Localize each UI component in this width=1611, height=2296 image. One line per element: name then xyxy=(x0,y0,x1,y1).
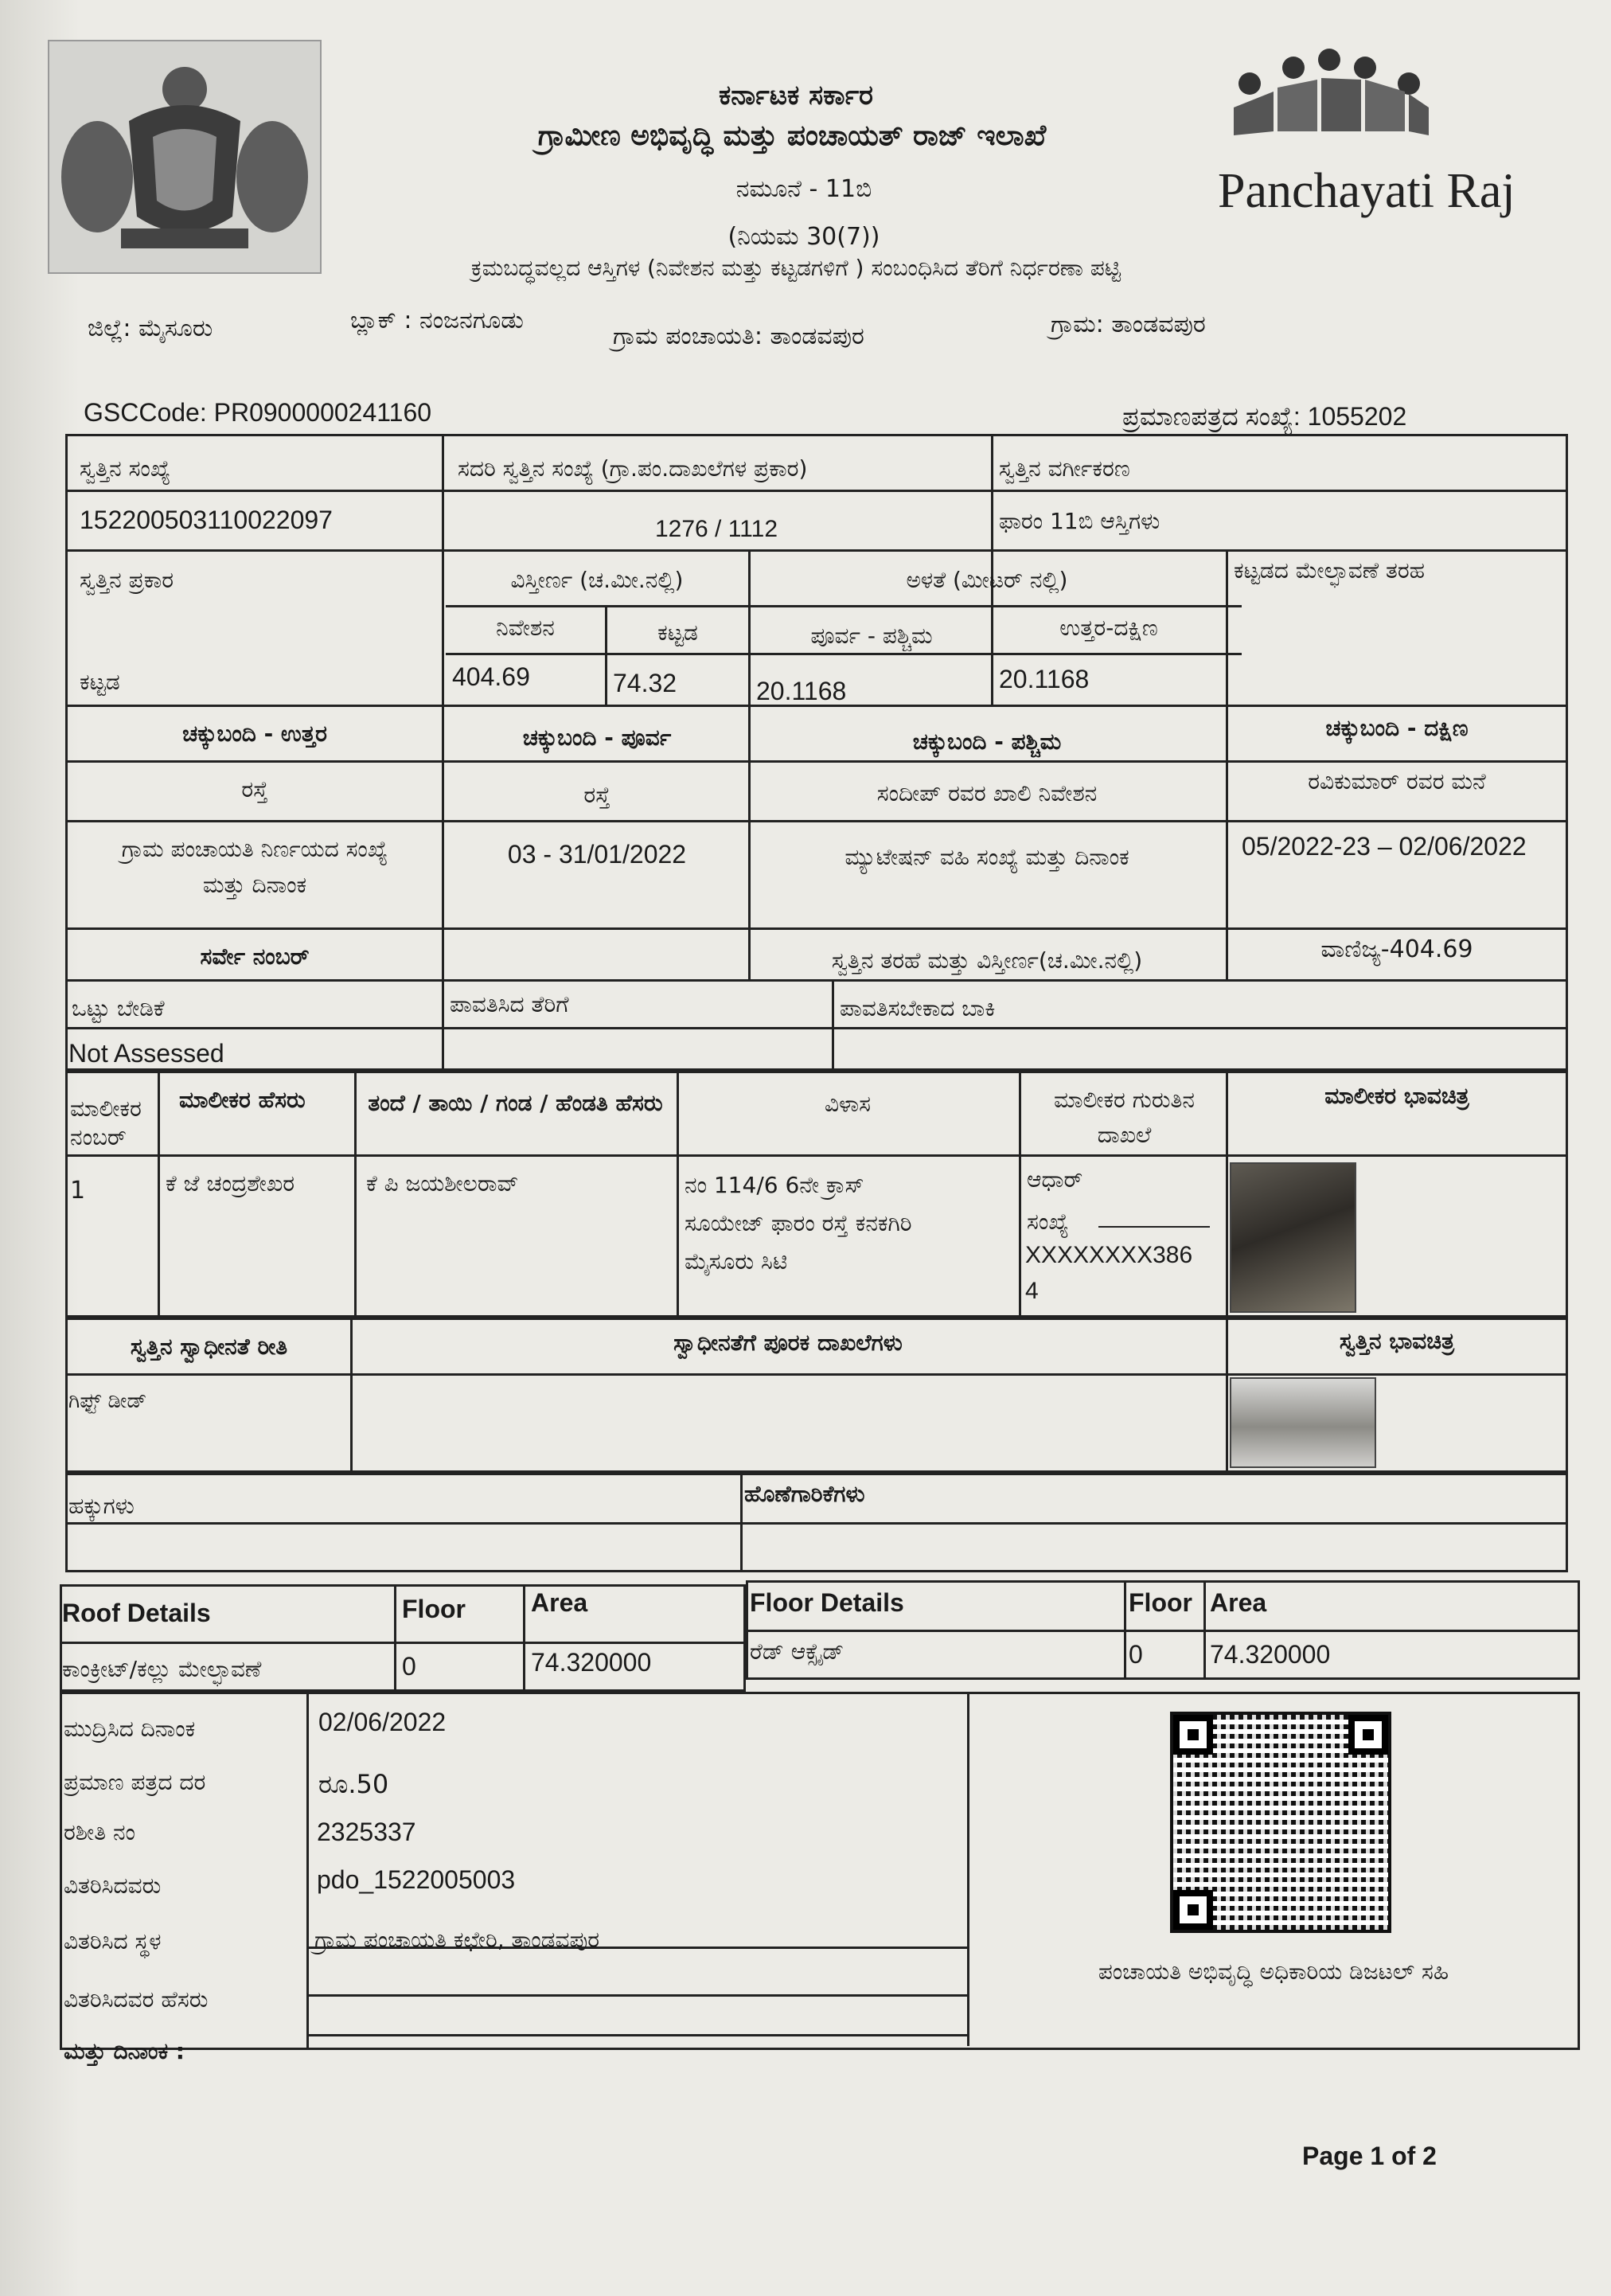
type-value: ಕಟ್ಟಡ xyxy=(80,669,120,695)
floor-floor-header: Floor xyxy=(1129,1588,1192,1617)
karnataka-emblem xyxy=(48,40,322,274)
printed-value: 02/06/2022 xyxy=(318,1708,447,1736)
roof-floor: 0 xyxy=(402,1652,416,1681)
owner-header-id: ಮಾಲೀಕರ ಗುರುತಿನ ದಾಖಲೆ xyxy=(1054,1087,1195,1148)
owner-photo xyxy=(1230,1162,1356,1313)
place-value: ಗ್ರಾಮ ಪಂಚಾಯತಿ ಕಛೇರಿ, ತಾಂಡವಪುರ xyxy=(314,1927,600,1953)
mutation-label: ಮ್ಯುಟೇಷನ್ ವಹಿ ಸಂಖ್ಯೆ ಮತ್ತು ದಿನಾಂಕ xyxy=(845,844,1129,870)
classification-value: ಫಾರಂ 11ಬಿ ಆಸ್ತಿಗಳು xyxy=(999,508,1160,534)
department-name: ಗ್ರಾಮೀಣ ಅಭಿವೃದ್ಧಿ ಮತ್ತು ಪಂಚಾಯತ್ ರಾಜ್ ಇಲಾಖೆ xyxy=(537,119,1047,152)
village: ಗ್ರಾಮ: ತಾಂಡವಪುರ xyxy=(1051,310,1206,338)
form-number: ನಮೂನೆ - 11ಬಿ xyxy=(735,175,872,203)
north-label: ಚಕ್ಕುಬಂದಿ - ಉತ್ತರ xyxy=(182,720,327,747)
classification-label: ಸ್ವತ್ತಿನ ವರ್ಗೀಕರಣ xyxy=(999,455,1130,482)
qr-code xyxy=(1170,1712,1391,1933)
property-photo-label: ಸ್ವತ್ತಿನ ಭಾವಚಿತ್ರ xyxy=(1339,1328,1455,1354)
ownership-mode-label: ಸ್ವತ್ತಿನ ಸ್ವಾಧೀನತೆ ರೀತಿ xyxy=(130,1333,288,1360)
id-underline xyxy=(1098,1226,1210,1228)
north-south-value: 20.1168 xyxy=(999,665,1090,693)
type-label: ಸ್ವತ್ತಿನ ಪ್ರಕಾರ xyxy=(80,567,174,593)
survey-label: ಸರ್ವೇ ನಂಬರ್ xyxy=(200,943,310,970)
rule-number: (ನಿಯಮ 30(7)) xyxy=(727,223,880,251)
form-subtitle: ಕ್ರಮಬದ್ಧವಲ್ಲದ ಆಸ್ತಿಗಳ (ನಿವೇಶನ ಮತ್ತು ಕಟ್ಟಡಗಳಿಗೆ ) ಸಂಬಂಧಿಸಿದ ತೆರಿಗೆ ನಿರ್ಧರಣಾ ಪಟ್ಟಿ xyxy=(470,255,1121,281)
floor-header: Floor Details xyxy=(750,1588,904,1617)
property-photo xyxy=(1230,1377,1376,1468)
logo-text: Panchayati Raj xyxy=(1218,164,1515,218)
dim-label: ಅಳತೆ (ಮೀಟರ್ ನಲ್ಲಿ) xyxy=(906,567,1068,593)
property-no-label: ಸ್ವತ್ತಿನ ಸಂಖ್ಯೆ xyxy=(80,455,171,482)
construction-label: ಕಟ್ಟಡದ ಮೇಲ್ಛಾವಣೆ ತರಹ xyxy=(1234,557,1426,584)
south-value: ರವಿಕುಮಾರ್ ರವರ ಮನೆ xyxy=(1308,768,1486,795)
site-label: ನಿವೇಶನ xyxy=(496,615,555,641)
east-west-label: ಪೂರ್ವ - ಪಶ್ಚಿಮ xyxy=(810,623,933,649)
owner-id-4: 4 xyxy=(1025,1278,1039,1304)
building-value: 74.32 xyxy=(613,669,677,697)
mutation-value: 05/2022-23 – 02/06/2022 xyxy=(1242,832,1527,861)
floor-area-header: Area xyxy=(1210,1588,1267,1617)
place-label: ವಿತರಿಸಿದ ಸ್ಥಳ xyxy=(64,1928,162,1954)
floor-floor: 0 xyxy=(1129,1640,1143,1669)
roof-floor-header: Floor xyxy=(402,1595,466,1623)
west-label: ಚಕ್ಕುಬಂದಿ - ಪಶ್ಚಿಮ xyxy=(912,728,1062,755)
rights-label: ಹಕ್ಕುಗಳು xyxy=(68,1493,135,1519)
usage-value: ವಾಣಿಜ್ಯ-404.69 xyxy=(1320,935,1473,963)
fee-label: ಪ್ರಮಾಣ ಪತ್ರದ ದರ xyxy=(64,1769,206,1795)
issue-date-label: ಮತ್ತು ದಿನಾಂಕ : xyxy=(64,2038,185,2064)
printed-label: ಮುದ್ರಿಸಿದ ದಿನಾಂಕ xyxy=(64,1716,196,1742)
owner-address-3: ಮೈಸೂರು ಸಿಟಿ xyxy=(685,1248,788,1275)
issuer-label: ವಿತರಿಸಿದವರು xyxy=(64,1872,162,1899)
roof-area: 74.320000 xyxy=(531,1648,652,1677)
roof-area-header: Area xyxy=(531,1588,588,1617)
page-number: Page 1 of 2 xyxy=(1302,2142,1437,2170)
gp-no-label: ಸದರಿ ಸ್ವತ್ತಿನ ಸಂಖ್ಯೆ (ಗ್ರಾ.ಪಂ.ದಾಖಲೆಗಳ ಪ್ರಕಾರ) xyxy=(458,455,808,482)
resolution-label: ಗ್ರಾಮ ಪಂಚಾಯತಿ ನಿರ್ಣಯದ ಸಂಖ್ಯೆ xyxy=(121,836,388,862)
gp-no-value: 1276 / 1112 xyxy=(654,516,778,542)
floor-type: ರೆಡ್ ಆಕ್ಸೈಡ್ xyxy=(750,1638,845,1665)
owner-name: ಕೆ ಜೆ ಚಂದ್ರಶೇಖರ xyxy=(166,1170,295,1197)
resolution-label-2: ಮತ್ತು ದಿನಾಂಕ xyxy=(202,872,307,898)
liabilities-label: ಹೊಣೆಗಾರಿಕೆಗಳು xyxy=(744,1481,865,1507)
south-label: ಚಕ್ಕುಬಂದಿ - ದಕ್ಷಿಣ xyxy=(1325,715,1469,741)
panchayati-raj-logo xyxy=(1194,48,1515,231)
north-south-label: ಉತ್ತರ-ದಕ್ಷಿಣ xyxy=(1059,615,1158,641)
certificate-number: ಪ್ರಮಾಣಪತ್ರದ ಸಂಖ್ಯೆ: 1055202 xyxy=(1122,402,1407,431)
property-no-value: 152200503110022097 xyxy=(80,506,333,534)
building-label: ಕಟ್ಟಡ xyxy=(657,619,698,646)
owner-header-name: ಮಾಲೀಕರ ಹೆಸರು xyxy=(179,1087,306,1113)
owner-header-photo: ಮಾಲೀಕರ ಭಾವಚಿತ್ರ xyxy=(1324,1083,1469,1109)
demand-label: ಒಟ್ಟು ಬೇಡಿಕೆ xyxy=(72,995,165,1021)
gsc-code: GSCCode: PR0900000241160 xyxy=(84,398,432,427)
district: ಜಿಲ್ಲೆ: ಮೈಸೂರು xyxy=(88,314,213,342)
east-label: ಚಕ್ಕುಬಂದಿ - ಪೂರ್ವ xyxy=(522,724,672,751)
west-value: ಸಂದೀಪ್ ರವರ ಖಾಲಿ ನಿವೇಶನ xyxy=(876,780,1098,806)
issuer-name-label: ವಿತರಿಸಿದವರ ಹೆಸರು xyxy=(64,1986,209,2013)
ownership-docs-label: ಸ್ವಾಧೀನತೆಗೆ ಪೂರಕ ದಾಖಲೆಗಳು xyxy=(673,1330,903,1356)
paid-label: ಪಾವತಿಸಿದ ತೆರಿಗೆ xyxy=(450,991,569,1017)
owner-id-3: XXXXXXXX386 xyxy=(1025,1242,1193,1268)
area-label: ವಿಸ್ತೀರ್ಣ (ಚ.ಮೀ.ನಲ್ಲಿ) xyxy=(510,567,684,593)
block: ಬ್ಲಾಕ್ : ನಂಜನಗೂಡು xyxy=(350,307,524,334)
owner-id-2: ಸಂಖ್ಯೆ xyxy=(1027,1209,1069,1235)
owner-address-1: ನಂ 114/6 6ನೇ ಕ್ರಾಸ್ xyxy=(685,1172,864,1198)
floor-area: 74.320000 xyxy=(1210,1640,1331,1669)
owner-header-address: ವಿಳಾಸ xyxy=(824,1091,872,1117)
owner-header-relation: ತಂದೆ / ತಾಯಿ / ಗಂಡ / ಹೆಂಡತಿ ಹೆಸರು xyxy=(368,1090,663,1116)
owner-no: 1 xyxy=(70,1177,86,1205)
site-value: 404.69 xyxy=(452,662,530,691)
north-value: ರಸ್ತೆ xyxy=(241,776,268,802)
roof-type: ಕಾಂಕ್ರೀಟ್/ಕಲ್ಲು ಮೇಲ್ಛಾವಣೆ xyxy=(62,1656,262,1682)
usage-label: ಸ್ವತ್ತಿನ ತರಹೆ ಮತ್ತು ವಿಸ್ತೀರ್ಣ(ಚ.ಮೀ.ನಲ್ಲಿ) xyxy=(831,947,1143,974)
ownership-mode-value: ಗಿಫ್ಟ್ ಡೀಡ್ xyxy=(68,1389,147,1413)
owner-relation: ಕೆ ಪಿ ಜಯಶೀಲರಾವ್ xyxy=(366,1170,519,1197)
east-west-value: 20.1168 xyxy=(756,677,847,705)
fee-value: ರೂ.50 xyxy=(318,1769,389,1799)
issuer-value: pdo_1522005003 xyxy=(317,1865,516,1894)
east-value: ರಸ್ತೆ xyxy=(583,782,610,808)
owner-address-2: ಸೂಯೇಜ್ ಫಾರಂ ರಸ್ತೆ ಕನಕಗಿರಿ xyxy=(685,1210,912,1236)
resolution-value: 03 - 31/01/2022 xyxy=(507,840,687,869)
owner-id-1: ಆಧಾರ್ xyxy=(1027,1166,1083,1193)
govt-name: ಕರ್ನಾಟಕ ಸರ್ಕಾರ xyxy=(718,80,874,111)
due-label: ಪಾವತಿಸಬೇಕಾದ ಬಾಕಿ xyxy=(840,995,996,1021)
gram-panchayat: ಗ್ರಾಮ ಪಂಚಾಯತಿ: ತಾಂಡವಪುರ xyxy=(613,322,864,350)
signature-label: ಪಂಚಾಯತಿ ಅಭಿವೃದ್ಧಿ ಅಧಿಕಾರಿಯ ಡಿಜಟಲ್ ಸಹಿ xyxy=(1098,1958,1449,1985)
owner-header-no: ಮಾಲೀಕರ ನಂಬರ್ xyxy=(70,1095,142,1150)
receipt-value: 2325337 xyxy=(317,1818,416,1846)
roof-header: Roof Details xyxy=(62,1599,211,1627)
receipt-label: ರಶೀತಿ ನಂ xyxy=(64,1819,135,1845)
demand-value: Not Assessed xyxy=(68,1039,224,1068)
